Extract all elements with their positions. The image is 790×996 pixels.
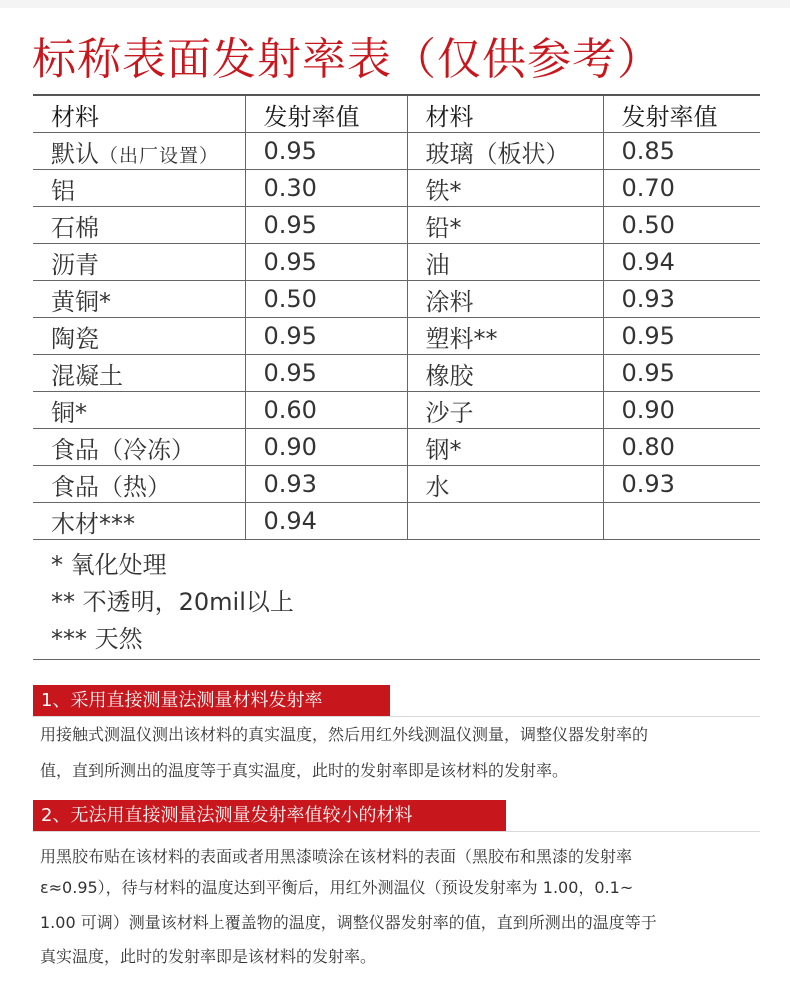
header-material-1: 材料 <box>33 95 245 133</box>
material-cell: 沙子 <box>407 392 603 429</box>
material-cell: 油 <box>407 244 603 281</box>
material-cell: 食品（冷冻） <box>33 429 245 466</box>
table-header-row <box>33 95 760 133</box>
emissivity-cell: 0.93 <box>603 281 760 318</box>
emissivity-cell: 0.50 <box>603 207 760 244</box>
material-cell: 铅* <box>407 207 603 244</box>
table-row <box>33 133 760 170</box>
table-row <box>33 392 760 429</box>
material-cell: 铜* <box>33 392 245 429</box>
emissivity-cell: 0.94 <box>245 503 407 540</box>
emissivity-cell: 0.93 <box>603 466 760 503</box>
material-cell: 玻璃（板状） <box>407 133 603 170</box>
material-cell: 混凝土 <box>33 355 245 392</box>
section-2-divider <box>33 831 760 832</box>
emissivity-cell: 0.30 <box>245 170 407 207</box>
material-cell: 铁* <box>407 170 603 207</box>
material-cell: 钢* <box>407 429 603 466</box>
material-cell: 石棉 <box>33 207 245 244</box>
emissivity-cell: 0.90 <box>603 392 760 429</box>
footnote-opaque: ** 不透明，20mil以上 <box>51 588 294 616</box>
emissivity-cell: 0.95 <box>245 133 407 170</box>
table-row <box>33 170 760 207</box>
emissivity-cell <box>603 503 760 540</box>
emissivity-cell: 0.95 <box>245 318 407 355</box>
material-cell: 食品（热） <box>33 466 245 503</box>
section-2-line-3: 1.00 可调）测量该材料上覆盖物的温度，调整仪器发射率的值，直到所测出的温度等于 <box>40 913 657 932</box>
material-cell <box>407 503 603 540</box>
emissivity-cell: 0.95 <box>603 355 760 392</box>
material-cell <box>33 133 245 170</box>
table-row <box>33 466 760 503</box>
emissivity-cell: 0.60 <box>245 392 407 429</box>
emissivity-cell: 0.80 <box>603 429 760 466</box>
material-cell: 沥青 <box>33 244 245 281</box>
emissivity-table <box>33 94 760 540</box>
top-bar <box>0 0 790 8</box>
table-row <box>33 244 760 281</box>
emissivity-cell: 0.93 <box>245 466 407 503</box>
table-row <box>33 355 760 392</box>
table-row <box>33 429 760 466</box>
table-row <box>33 318 760 355</box>
footnotes <box>33 547 760 660</box>
emissivity-cell: 0.85 <box>603 133 760 170</box>
material-cell: 水 <box>407 466 603 503</box>
material-cell: 木材*** <box>33 503 245 540</box>
header-emissivity-2: 发射率值 <box>603 95 760 133</box>
material-cell: 黄铜* <box>33 281 245 318</box>
material-note: （出厂设置） <box>99 144 220 167</box>
material-cell: 铝 <box>33 170 245 207</box>
table-row <box>33 281 760 318</box>
section-2-line-1: 用黑胶布贴在该材料的表面或者用黑漆喷涂在该材料的表面（黑胶布和黑漆的发射率 <box>40 847 633 866</box>
section-1-heading: 1、采用直接测量法测量材料发射率 <box>33 685 390 717</box>
emissivity-cell: 0.70 <box>603 170 760 207</box>
material-cell: 涂料 <box>407 281 603 318</box>
section-2-line-2: ε≈0.95），待与材料的温度达到平衡后，用红外测温仪（预设发射率为 1.00，0.1~ <box>40 878 634 897</box>
emissivity-cell: 0.95 <box>245 207 407 244</box>
emissivity-cell: 0.90 <box>245 429 407 466</box>
section-1-line-1: 用接触式测温仪测出该材料的真实温度，然后用红外线测温仪测量，调整仪器发射率的 <box>40 725 649 744</box>
table-row <box>33 207 760 244</box>
material-cell: 陶瓷 <box>33 318 245 355</box>
emissivity-cell: 0.94 <box>603 244 760 281</box>
table-row <box>33 503 760 540</box>
header-emissivity-1: 发射率值 <box>245 95 407 133</box>
section-2-line-4: 真实温度，此时的发射率即是该材料的发射率。 <box>40 947 377 966</box>
material-name: 默认 <box>51 139 99 168</box>
section-1-line-2: 值，直到所测出的温度等于真实温度，此时的发射率即是该材料的发射率。 <box>40 761 569 780</box>
emissivity-cell: 0.95 <box>245 244 407 281</box>
emissivity-cell: 0.95 <box>603 318 760 355</box>
emissivity-cell: 0.95 <box>245 355 407 392</box>
material-cell: 橡胶 <box>407 355 603 392</box>
footnote-natural: *** 天然 <box>51 625 143 653</box>
page-title: 标称表面发射率表（仅供参考） <box>32 34 662 85</box>
emissivity-cell: 0.50 <box>245 281 407 318</box>
footnote-oxidized: * 氧化处理 <box>51 551 167 579</box>
material-cell: 塑料** <box>407 318 603 355</box>
section-2-heading: 2、无法用直接测量法测量发射率值较小的材料 <box>33 800 506 832</box>
header-material-2: 材料 <box>407 95 603 133</box>
